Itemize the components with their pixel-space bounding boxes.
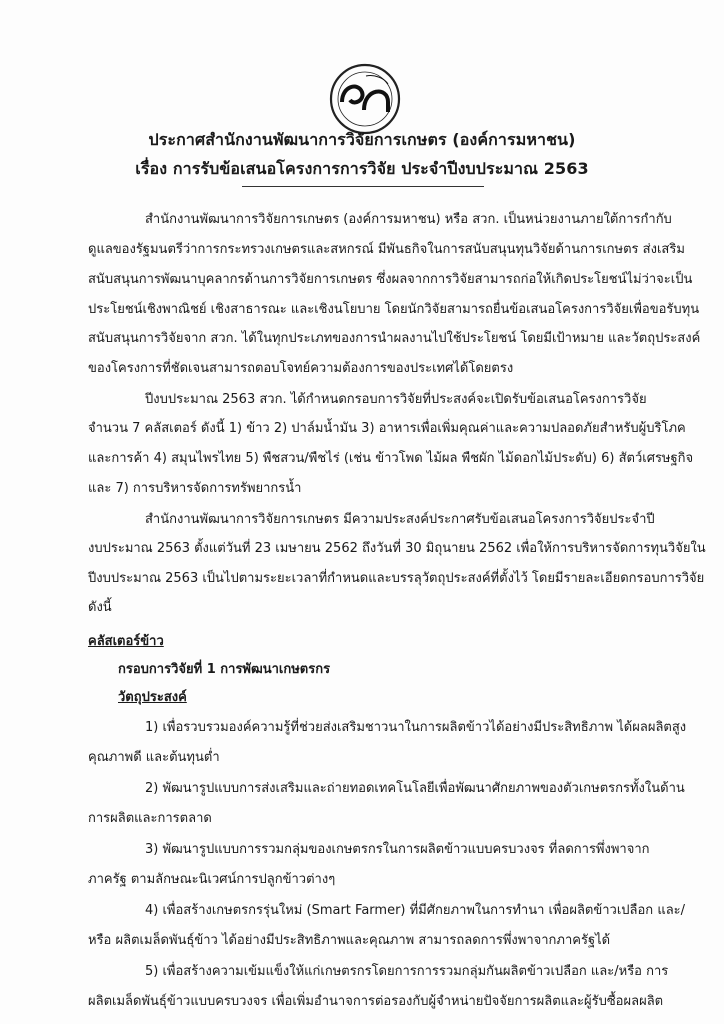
objective-4-line-2: หรือ ผลิตเมล็ดพันธุ์ข้าว ได้อย่างมีประสิทธิภาพและคุณภาพ สามารถลดการพึ่งพาจากภาครัฐได้: [88, 933, 611, 948]
objective-2-line-1: 2) พัฒนารูปแบบการส่งเสริมและถ่ายทอดเทคโนโลยีเพื่อพัฒนาศักยภาพของตัวเกษตรกรทั้งในด้าน: [145, 781, 685, 796]
paragraph-2-line-4: และ 7) การบริหารจัดการทรัพยากรน้ำ: [88, 481, 302, 496]
objective-2-line-2: การผลิตและการตลาด: [88, 811, 212, 826]
objective-3-line-2: ภาครัฐ ตามลักษณะนิเวศน์การปลูกข้าวต่างๆ: [88, 872, 336, 887]
paragraph-2-line-1: ปีงบประมาณ 2563 สวก. ได้กำหนดกรอบการวิจัยที่ประสงค์จะเปิดรับข้อเสนอโครงการวิจัย: [145, 392, 647, 407]
paragraph-1-line-5: สนับสนุนการวิจัยจาก สวก. ได้ในทุกประเภทของการนำผลงานไปใช้ประโยชน์ โดยมีเป้าหมาย และวัตถุประสงค์: [88, 331, 701, 346]
objective-3-line-1: 3) พัฒนารูปแบบการรวมกลุ่มของเกษตรกรในการผลิตข้าวแบบครบวงจร ที่ลดการพึ่งพาจาก: [145, 842, 650, 857]
title-divider: [242, 186, 484, 187]
framework-heading: กรอบการวิจัยที่ 1 การพัฒนาเกษตรกร: [118, 662, 331, 677]
title-line-1: ประกาศสำนักงานพัฒนาการวิจัยการเกษตร (องค์การมหาชน): [148, 130, 576, 149]
objective-5-line-2: ผลิตเมล็ดพันธุ์ข้าวแบบครบวงจร เพื่อเพิ่มอำนาจการต่อรองกับผู้จำหน่ายปัจจัยการผลิตและผู้รับซื้อผลผลิต: [88, 994, 664, 1009]
objective-1-line-2: คุณภาพดี และต้นทุนต่ำ: [88, 750, 220, 765]
objective-1-line-1: 1) เพื่อรวบรวมองค์ความรู้ที่ช่วยส่งเสริมชาวนาในการผลิตข้าวได้อย่างมีประสิทธิภาพ ได้ผลผลิตสูง: [145, 720, 687, 735]
paragraph-1-line-3: สนับสนุนการพัฒนาบุคลากรด้านการวิจัยการเกษตร ซึ่งผลจากการวิจัยสามารถก่อให้เกิดประโยชน์ไม่ว่าจะเป็น: [88, 272, 693, 287]
title-line-2: เรื่อง การรับข้อเสนอโครงการการวิจัย ประจำปีงบประมาณ 2563: [135, 159, 589, 178]
objective-4-line-1: 4) เพื่อสร้างเกษตรกรรุ่นใหม่ (Smart Farmer) ที่มีศักยภาพในการทำนา เพื่อผลิตข้าวเปลือก และ/: [145, 903, 686, 918]
paragraph-3-line-3: ปีงบประมาณ 2563 เป็นไปตามระยะเวลาที่กำหนดและบรรลุวัตถุประสงค์ที่ตั้งไว้ โดยมีรายละเอียดกรอบการวิจัย: [88, 571, 705, 586]
paragraph-3-line-4: ดังนี้: [88, 600, 112, 615]
paragraph-1-line-1: สำนักงานพัฒนาการวิจัยการเกษตร (องค์การมหาชน) หรือ สวก. เป็นหน่วยงานภายใต้การกำกับ: [145, 212, 672, 227]
paragraph-1-line-4: ประโยชน์เชิงพาณิชย์ เชิงสาธารณะ และเชิงนโยบาย โดยนักวิจัยสามารถยื่นข้อเสนอโครงการวิจัยเพื่อขอรับทุน: [88, 302, 700, 317]
paragraph-1-line-2: ดูแลของรัฐมนตรีว่าการกระทรวงเกษตรและสหกรณ์ มีพันธกิจในการสนับสนุนทุนวิจัยด้านการเกษตร ส่งเสริม: [88, 242, 685, 257]
arda-logo: [328, 62, 402, 136]
paragraph-3-line-1: สำนักงานพัฒนาการวิจัยการเกษตร มีความประสงค์ประกาศรับข้อเสนอโครงการวิจัยประจำปี: [145, 512, 655, 527]
objective-5-line-1: 5) เพื่อสร้างความเข้มแข็งให้แก่เกษตรกรโดยการการรวมกลุ่มกันผลิตข้าวเปลือก และ/หรือ การ: [145, 964, 669, 979]
paragraph-3-line-2: งบประมาณ 2563 ตั้งแต่วันที่ 23 เมษายน 2562 ถึงวันที่ 30 มิถุนายน 2562 เพื่อให้การบริหารจัดการทุนวิจัยใน: [88, 541, 706, 556]
objective-heading: วัตถุประสงค์: [118, 690, 187, 705]
paragraph-2-line-2: จำนวน 7 คลัสเตอร์ ดังนี้ 1) ข้าว 2) ปาล์มน้ำมัน 3) อาหารเพื่อเพิ่มคุณค่าและความปลอดภัยสำหรับผู้บริโภค: [88, 421, 686, 436]
paragraph-2-line-3: และการค้า 4) สมุนไพรไทย 5) พืชสวน/พืชไร่ (เช่น ข้าวโพด ไม้ผล พืชผัก ไม้ดอกไม้ประดับ) 6) สัตว์เศรษฐกิจ: [88, 451, 694, 466]
cluster-heading: คลัสเตอร์ข้าว: [88, 634, 164, 649]
paragraph-1-line-6: ของโครงการที่ชัดเจนสามารถตอบโจทย์ความต้องการของประเทศได้โดยตรง: [88, 361, 514, 376]
